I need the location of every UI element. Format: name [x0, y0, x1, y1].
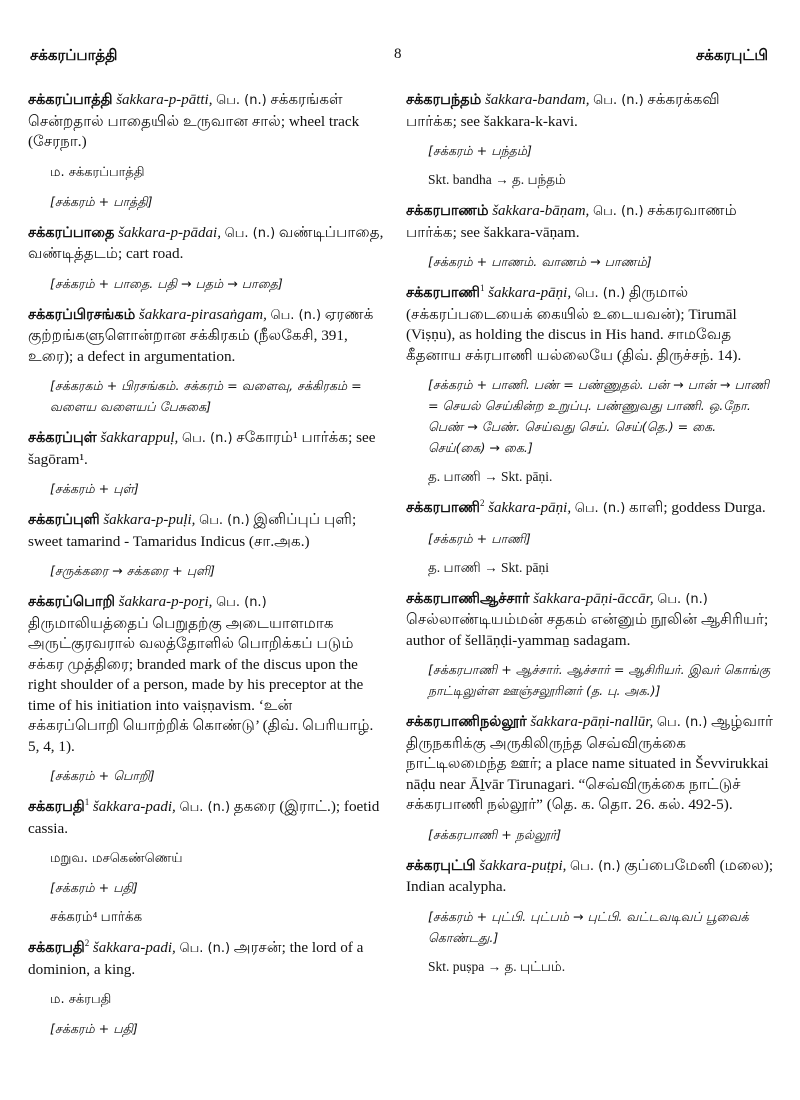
dictionary-entry [406, 201, 774, 272]
cognate-note: Skt. bandha → த. பந்தம் [428, 172, 566, 187]
related-form: மறுவ. மசகெண்ணெய் [50, 851, 183, 866]
dictionary-entry [28, 428, 386, 499]
etymology: [சக்கரம் + பாணி] [428, 530, 531, 546]
etymology: [சருக்கரை → சக்கரை + புளி] [50, 563, 215, 578]
definition: ஆழ்வார் திருநகரிக்கு அருகிலிருந்த செவ்விருக்கை நாட்டிலமைந்த ஊர்; a place name situated in Ševvirukkai nāḍu near Āḻvār Tirunagari. “செவ்விருக்கை நாட்டுச் சக்கரபாணி நல்லூர்” (தெ. க. தொ. 26. கல். 492-5). [406, 713, 773, 813]
definition: தகரை (இராட்.); foetid cassia. [28, 798, 380, 837]
dictionary-entry [28, 797, 386, 927]
etymology: [சக்கரம் + பாணி. பண் = பண்ணுதல். பன் → பான் → பாணி = செயல் செய்கின்ற உறுப்பு. பண்ணுவது பாணி. ஒ.நோ. பெண் → பேண். செய்வது செய். செய்(தெ.) = கை. செய்(கை) → கை.] [428, 377, 770, 455]
running-head-right: சக்கரபுட்பி [695, 46, 768, 64]
dictionary-entry [406, 283, 774, 487]
cognate-note: த. பாணி → Skt. pāṇi [428, 559, 549, 575]
headword: சக்கரப்பொறி [28, 594, 115, 610]
page-number: 8 [394, 46, 402, 62]
dictionary-entry [28, 510, 386, 581]
dictionary-entry [406, 90, 774, 190]
headword: சக்கரபந்தம் [406, 92, 482, 108]
definition: திருமால் (சக்கரப்படையைக் கையில் உடையவன்); Tirumāl (Viṣṇu), as holding the discus in His hand. சாமவேத கீதனாய சக்ரபாணி யல்லையே (திவ். திருச்சந். 14). [406, 284, 742, 364]
dictionary-entry [28, 223, 386, 294]
part-of-speech: பெ. (n.) [592, 204, 644, 219]
page-header [28, 46, 772, 70]
running-head-left: சக்கரப்பாத்தி [30, 46, 118, 64]
homonym-number: 2 [480, 498, 485, 509]
definition: சகோரம்¹ பார்க்க; see šagōram¹. [28, 429, 376, 468]
part-of-speech: பெ. (n.) [199, 513, 250, 528]
headword: சக்கரப்பாத்தி [28, 92, 113, 108]
headword: சக்கரப்புள் [28, 430, 97, 446]
cognate-note: த. பாணி → Skt. pāṇi. [428, 469, 553, 484]
definition: சக்கரங்கள் சென்றதால் பாதையில் உருவான சால்; wheel track (சேரநா.) [28, 91, 360, 150]
etymology: [சக்கரபாணி + ஆச்சார். ஆச்சார் = ஆசிரியர். இவர் கொங்கு நாட்டிலுள்ள ஊஞ்சலூரினர் (த. பு. அக.)] [428, 662, 771, 698]
definition: வண்டிப்பாதை, வண்டித்தடம்; cart road. [28, 223, 384, 262]
etymology: [சக்கரம் + பந்தம்] [428, 143, 532, 158]
transliteration: šakkara-pirasaṅgam, [138, 306, 267, 323]
etymology: [சக்கரம் + புள்] [50, 481, 139, 496]
etymology: [சக்கரம் + பதி] [50, 1021, 138, 1036]
transliteration: šakkara-p-pādai, [118, 224, 221, 241]
homonym-number: 1 [480, 283, 485, 294]
headword: சக்கரபதி [28, 940, 85, 956]
part-of-speech: பெ. (n.) [656, 715, 708, 730]
transliteration: šakkara-p-poṟi, [118, 594, 213, 610]
dictionary-entry [406, 589, 774, 702]
definition: சக்கரவாணம் பார்க்க; see šakkara-vāṇam. [406, 202, 737, 241]
definition: சக்கரக்கவி பார்க்க; see šakkara-k-kavi. [406, 91, 720, 130]
definition: குப்பைமேனி (மலை); Indian acalypha. [406, 856, 774, 895]
transliteration: šakkara-padi, [92, 799, 176, 815]
headword: சக்கரபாணிஆச்சார் [406, 590, 530, 607]
headword: சக்கரபுட்பி [406, 857, 476, 874]
dictionary-entry [28, 90, 386, 212]
part-of-speech: பெ. (n.) [270, 307, 322, 323]
definition: காளி; goddess Durga. [628, 499, 766, 516]
headword: சக்கரபதி [28, 799, 85, 815]
part-of-speech: பெ. (n.) [216, 93, 267, 108]
part-of-speech: பெ. (n.) [593, 93, 644, 108]
transliteration: šakkara-puṭpi, [479, 857, 567, 874]
part-of-speech: பெ. (n.) [574, 286, 626, 301]
etymology: [சக்கரபாணி + நல்லூர்] [428, 826, 562, 842]
headword: சக்கரபாணி [406, 285, 481, 301]
definition: திருமாலியத்தைப் பெறுதற்கு அடையாளமாக அருட்குரவரால் வலத்தோளில் பொறிக்கப் படும் சக்கர முத்திரை; branded mark of the discus upon the right shoulder of a person, made by his preceptor at the time of his initiation into vaiṣṇavism. ‘உன் சக்கரப்பொறி யொற்றிக் கொண்டு’ (திவ். பெரியாழ். 5, 4, 1). [28, 614, 374, 755]
definition: ஏரணக் குற்றங்களுளொன்றான சக்கிரகம் (நீலகேசி, 391, உரை); a defect in argumentation. [28, 305, 374, 365]
etymology: [சக்கரம் + பொறி] [50, 768, 155, 783]
definition: செல்லாண்டியம்மன் சதகம் என்னும் நூலின் ஆசிரியர்; author of šellāṇḍi-yammaṉ sadagam. [406, 611, 769, 649]
headword: சக்கரபாணி [406, 500, 481, 516]
part-of-speech: பெ. (n.) [181, 431, 233, 446]
transliteration: šakkara-pāṇi-nallūr, [530, 714, 654, 730]
part-of-speech: பெ. (n.) [179, 941, 231, 956]
left-column [28, 90, 386, 1050]
dictionary-entry [406, 856, 774, 977]
etymology: [சக்கரம் + புட்பி. புட்பம் → புட்பி. வட்டவடிவப் பூவைக் கொண்டது.] [428, 908, 749, 945]
cognate-note: சக்கரம்⁴ பார்க்க [50, 909, 143, 924]
part-of-speech: பெ. (n.) [657, 591, 708, 607]
transliteration: šakkara-bandam, [484, 92, 590, 108]
transliteration: šakkara-p-pātti, [116, 92, 213, 108]
headword: சக்கரப்பிரசங்கம் [28, 306, 136, 323]
etymology: [சக்கரம் + பதி] [50, 880, 138, 895]
headword: சக்கரபாணம் [406, 203, 489, 219]
transliteration: šakkara-pāṇi-āccār, [533, 590, 654, 607]
part-of-speech: பெ. (n.) [574, 501, 626, 516]
related-form: ம. சக்கரப்பாத்தி [50, 164, 145, 180]
dictionary-entry [28, 938, 386, 1039]
transliteration: šakkara-pāṇi, [488, 500, 572, 516]
etymology: [சக்கரகம் + பிரசங்கம். சக்கரம் = வளைவு, சக்கிரகம் = வளைய வளையப் பேசுகை] [50, 378, 362, 414]
dictionary-entry [406, 498, 774, 578]
transliteration: šakkara-p-puḷi, [103, 512, 196, 528]
etymology: [சக்கரம் + பாத்தி] [50, 193, 153, 209]
cognate-note: Skt. puṣpa → த. புட்பம். [428, 958, 566, 974]
transliteration: šakkarappuḷ, [100, 430, 179, 446]
definition: அரசன்; the lord of a dominion, a king. [28, 939, 364, 978]
part-of-speech: பெ. (n.) [216, 595, 267, 610]
homonym-number: 2 [84, 938, 90, 949]
right-column [406, 90, 774, 988]
transliteration: šakkara-padi, [92, 940, 176, 956]
part-of-speech: பெ. (n.) [570, 858, 621, 874]
dictionary-entry [28, 592, 386, 786]
definition: இனிப்புப் புளி; sweet tamarind - Tamaridus Indicus (சா.அக.) [28, 511, 357, 550]
part-of-speech: பெ. (n.) [224, 225, 276, 241]
related-form: ம. சக்ரபதி [50, 992, 112, 1007]
dictionary-entry [28, 305, 386, 418]
homonym-number: 1 [84, 797, 90, 808]
transliteration: šakkara-pāṇi, [488, 285, 572, 301]
headword: சக்கரப்பாதை [28, 224, 115, 241]
dictionary-entry [406, 712, 774, 845]
part-of-speech: பெ. (n.) [179, 800, 231, 815]
etymology: [சக்கரம் + பாணம். வாணம் → பாணம்] [428, 254, 652, 269]
transliteration: šakkara-bāṇam, [492, 203, 590, 219]
headword: சக்கரப்புளி [28, 512, 100, 528]
etymology: [சக்கரம் + பாதை. பதி → பதம் → பாதை] [50, 275, 283, 291]
headword: சக்கரபாணிநல்லூர் [406, 714, 527, 730]
